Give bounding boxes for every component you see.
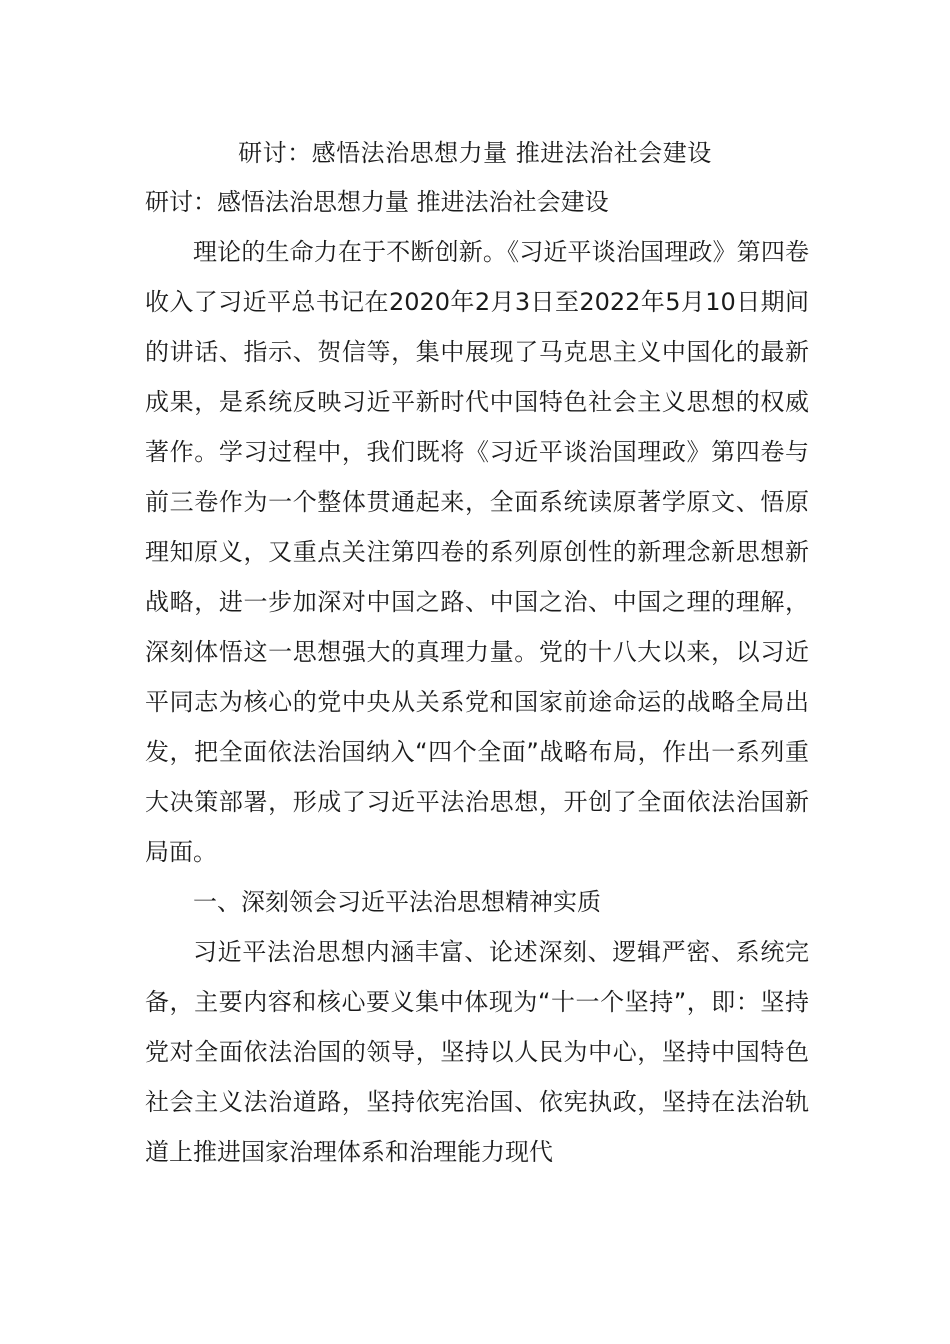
document-body	[145, 177, 809, 1177]
section-heading-1: 一、深刻领会习近平法治思想精神实质	[193, 888, 601, 916]
document-heading: 研讨：感悟法治思想力量 推进法治社会建设	[238, 139, 712, 167]
paragraph-intro: 理论的生命力在于不断创新。《习近平谈治国理政》第四卷收入了习近平总书记在2020年2月3日至2022年5月10日期间的讲话、指示、贺信等，集中展现了马克思主义中国化的最新成果，是系统反映习近平新时代中国特色社会主义思想的权威著作。学习过程中，我们既将《习近平谈治国理政》第四卷与前三卷作为一个整体贯通起来，全面系统读原著学原文、悟原理知原义，又重点关注第四卷的系列原创性的新理念新思想新战略，进一步加深对中国之路、中国之治、中国之理的理解，深刻体悟这一思想强大的真理力量。党的十八大以来，以习近平同志为核心的党中央从关系党和国家前途命运的战略全局出发，把全面依法治国纳入“四个全面”战略布局，作出一系列重大决策部署，形成了习近平法治思想，开创了全面依法治国新局面。	[145, 238, 809, 866]
paragraph-section-1: 习近平法治思想内涵丰富、论述深刻、逻辑严密、系统完备，主要内容和核心要义集中体现为“十一个坚持”，即：坚持党对全面依法治国的领导，坚持以人民为中心，坚持中国特色社会主义法治道路，坚持依宪治国、依宪执政，坚持在法治轨道上推进国家治理体系和治理能力现代	[145, 938, 809, 1166]
document-subheading: 研讨：感悟法治思想力量 推进法治社会建设	[145, 188, 609, 216]
